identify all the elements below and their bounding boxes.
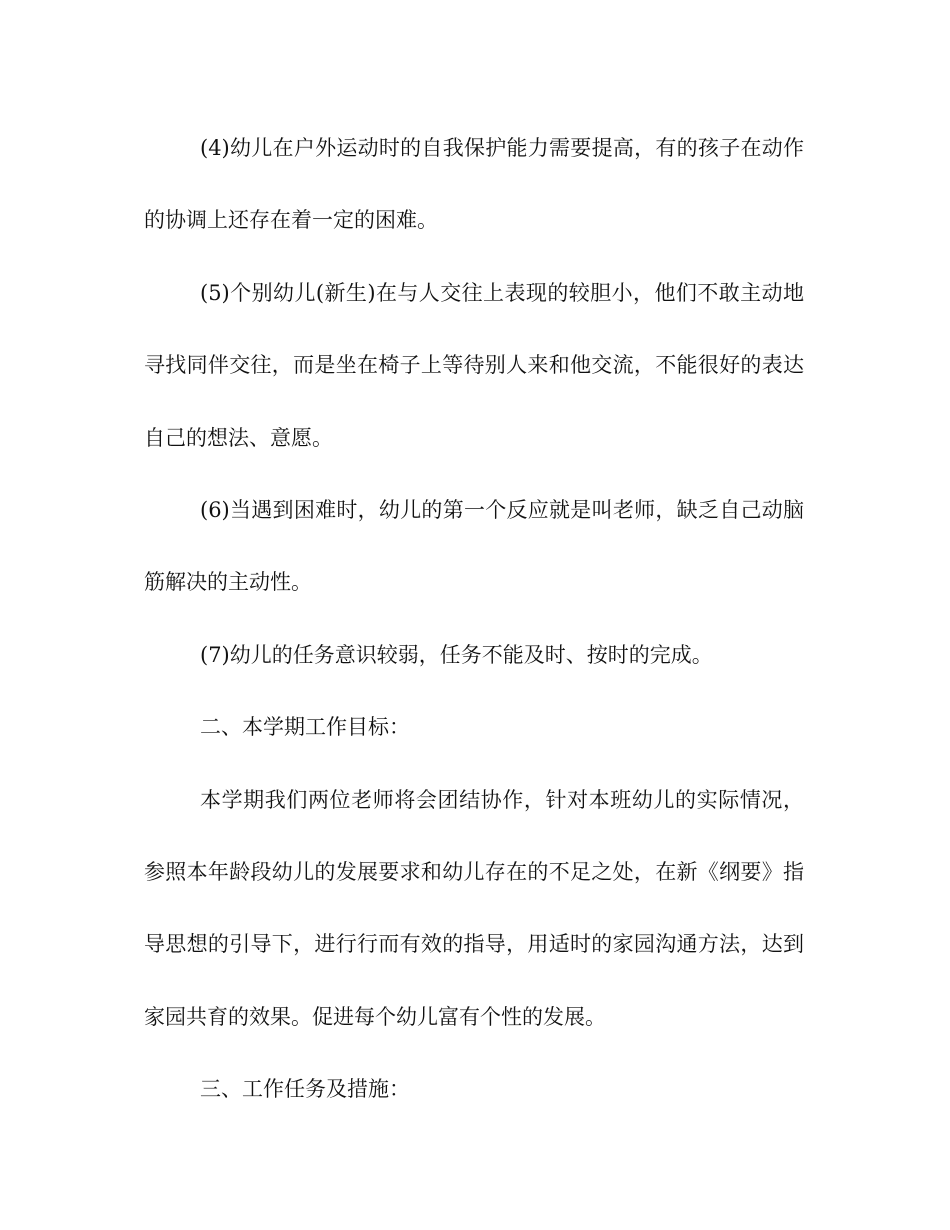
paragraph-item-7: (7)幼儿的任务意识较弱，任务不能及时、按时的完成。 (200, 642, 713, 667)
section-heading-goals: 二、本学期工作目标： (200, 715, 410, 740)
paragraph-item-6: (6)当遇到困难时，幼儿的第一个反应就是叫老师，缺乏自己动脑筋解决的主动性。 (144, 498, 804, 595)
document-body (144, 112, 804, 1126)
paragraph-item-5: (5)个别幼儿(新生)在与人交往上表现的较胆小，他们不敢主动地寻找同伴交往，而是坐在椅子上等待别人来和他交流，不能很好的表达自己的想法、意愿。 (144, 280, 804, 450)
paragraph-item-4: (4)幼儿在户外运动时的自我保护能力需要提高，有的孩子在动作的协调上还存在着一定的困难。 (144, 136, 804, 233)
section-heading-tasks: 三、工作任务及措施： (200, 1077, 410, 1102)
paragraph-goals: 本学期我们两位老师将会团结协作，针对本班幼儿的实际情况，参照本年龄段幼儿的发展要求和幼儿存在的不足之处，在新《纲要》指导思想的引导下，进行行而有效的指导，用适时的家园沟通方法，达到家园共育的效果。促进每个幼儿富有个性的发展。 (144, 787, 804, 1029)
